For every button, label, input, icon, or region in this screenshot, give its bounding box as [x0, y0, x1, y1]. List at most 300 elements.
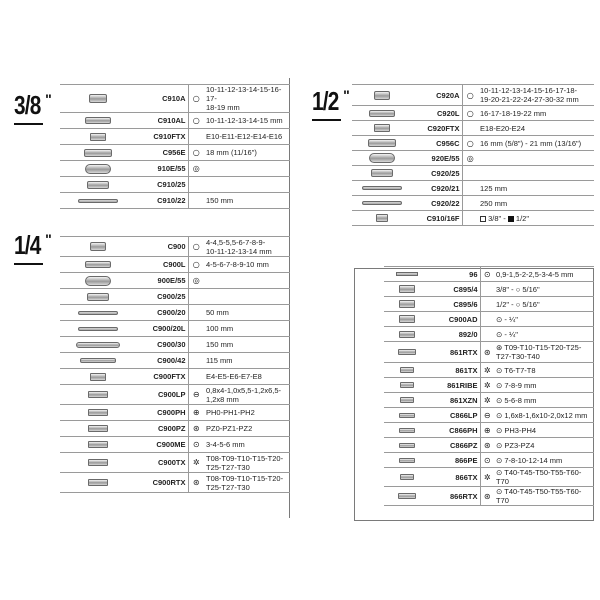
- universal-joint-icon: [87, 181, 109, 189]
- size-description: [478, 106, 594, 121]
- profile-symbol-icon: [188, 305, 204, 321]
- profile-symbol: ⊛: [483, 440, 491, 450]
- profile-symbol-icon: [188, 257, 204, 273]
- part-code: C900/42: [136, 353, 188, 369]
- table-row: [60, 113, 290, 129]
- profile-symbol-icon: [462, 181, 478, 196]
- profile-symbol: ○: [466, 138, 474, 148]
- extension-bar-icon: [78, 311, 118, 315]
- table-row: [352, 136, 594, 151]
- part-code: C920FTX: [412, 121, 462, 136]
- ratchet-icon: [85, 276, 111, 286]
- part-code: C910AL: [136, 113, 188, 129]
- socket-icon: [374, 91, 390, 100]
- profile-symbol-icon: [480, 312, 494, 327]
- table-row: [60, 161, 290, 177]
- size-description: [204, 337, 290, 353]
- part-code: 861TX: [430, 363, 480, 378]
- size-description: [494, 408, 594, 423]
- tool-image-cell: [352, 211, 412, 226]
- tool-image-cell: [60, 85, 136, 113]
- profile-symbol: ○: [192, 148, 200, 157]
- table-row: [352, 106, 594, 121]
- description-text: ⊙ PH3-PH4: [496, 425, 537, 435]
- part-code: C956C: [412, 136, 462, 151]
- size-description: [204, 353, 290, 369]
- tool-image-cell: [352, 166, 412, 181]
- part-code: 861XZN: [430, 393, 480, 408]
- tamper-torx-bit-icon: [398, 349, 416, 355]
- profile-symbol-icon: [188, 337, 204, 353]
- size-description: [204, 437, 290, 453]
- table-3-8: [60, 84, 290, 209]
- profile-symbol: ✲: [483, 472, 491, 482]
- tool-image-cell: [60, 421, 136, 437]
- part-code: C900: [136, 237, 188, 257]
- part-code: C900FTX: [136, 369, 188, 385]
- part-code: C900PH: [136, 405, 188, 421]
- description-text: ⊙ 1,6x8-1,6x10-2,0x12 mm: [496, 410, 588, 420]
- part-code: C900AD: [430, 312, 480, 327]
- size-description: [494, 453, 594, 468]
- pozidriv-bit-icon: [399, 443, 415, 448]
- profile-symbol-icon: [188, 353, 204, 369]
- tool-image-cell: [352, 106, 412, 121]
- profile-symbol-icon: [188, 421, 204, 437]
- profile-symbol-icon: [480, 438, 494, 453]
- tool-image-cell: [60, 257, 136, 273]
- part-code: C920A: [412, 85, 462, 106]
- profile-symbol-icon: [480, 342, 494, 363]
- profile-symbol: ✲: [483, 380, 491, 390]
- table-row: [384, 453, 594, 468]
- ratchet-icon: [369, 153, 395, 163]
- part-code: C900/20L: [136, 321, 188, 337]
- table-row: [384, 487, 594, 506]
- torx-socket-icon: [90, 133, 106, 141]
- description-text: 150 mm: [206, 196, 234, 205]
- table-row: [384, 363, 594, 378]
- table-bits: [384, 266, 594, 506]
- profile-symbol-icon: [462, 106, 478, 121]
- description-text: 18 mm (11/16"): [206, 148, 257, 157]
- phillips-bit-socket-icon: [88, 409, 108, 416]
- extension-bar-icon: [362, 201, 402, 205]
- extension-bar-icon: [362, 186, 402, 190]
- table-row: [60, 289, 290, 305]
- part-code: 866PE: [430, 453, 480, 468]
- part-code: 861RIBE: [430, 378, 480, 393]
- table-row: [60, 369, 290, 385]
- description-text: ⊙ 5-6-8 mm: [496, 395, 537, 405]
- profile-symbol-icon: [462, 121, 478, 136]
- spark-plug-socket-icon: [368, 139, 396, 147]
- sliding-tbar-icon: [80, 358, 116, 363]
- profile-symbol-icon: [188, 193, 204, 209]
- profile-symbol: ⊙: [192, 440, 200, 449]
- table-row: [352, 85, 594, 106]
- size-description: [204, 305, 290, 321]
- profile-symbol-icon: [188, 129, 204, 145]
- profile-symbol-icon: [462, 85, 478, 106]
- tool-image-cell: [60, 473, 136, 493]
- profile-symbol-icon: [480, 487, 494, 506]
- profile-symbol: ⊙: [483, 455, 491, 465]
- part-code: 900E/55: [136, 273, 188, 289]
- deep-socket-icon: [89, 94, 107, 103]
- profile-symbol-icon: [480, 453, 494, 468]
- hex-bit-socket-icon: [88, 441, 108, 448]
- tool-image-cell: [384, 468, 430, 487]
- inch-mark: ": [45, 231, 51, 247]
- size-description: [494, 438, 594, 453]
- part-code: C900/30: [136, 337, 188, 353]
- tool-image-cell: [384, 267, 430, 282]
- tamper-torx-bit-icon: [398, 493, 416, 499]
- size-description: [494, 378, 594, 393]
- profile-symbol: ◎: [192, 276, 200, 285]
- part-code: C866PZ: [430, 438, 480, 453]
- profile-symbol: ⊕: [192, 408, 200, 417]
- description-text: 10-11-12-13-14-15 mm: [206, 116, 283, 125]
- size-description: [478, 151, 594, 166]
- part-code: C910FTX: [136, 129, 188, 145]
- profile-symbol: ○: [192, 116, 200, 125]
- profile-symbol: ◎: [466, 153, 474, 163]
- slotted-bit-icon: [399, 413, 415, 418]
- part-code: C900ME: [136, 437, 188, 453]
- part-code: 910E/55: [136, 161, 188, 177]
- table-row: [60, 177, 290, 193]
- extension-bar-icon: [78, 327, 118, 331]
- description-text: E18-E20-E24: [480, 123, 526, 133]
- slotted-bit-socket-icon: [88, 391, 108, 398]
- part-code: C910/16F: [412, 211, 462, 226]
- torx-bit-socket-icon: [88, 459, 108, 466]
- tool-image-cell: [384, 327, 430, 342]
- description-text: 115 mm: [206, 356, 233, 365]
- size-description: [494, 423, 594, 438]
- profile-symbol-icon: [462, 166, 478, 181]
- profile-symbol-icon: [480, 393, 494, 408]
- profile-symbol-icon: [188, 385, 204, 405]
- profile-symbol-icon: [188, 473, 204, 493]
- profile-symbol-icon: [188, 161, 204, 177]
- profile-symbol-icon: [188, 85, 204, 113]
- tool-image-cell: [60, 289, 136, 305]
- size-description: [494, 393, 594, 408]
- description-text: E4-E5-E6-E7-E8: [206, 372, 262, 381]
- size-description: [204, 145, 290, 161]
- tool-image-cell: [60, 193, 136, 209]
- section-label-text: 1/2: [312, 86, 339, 116]
- section-underline: [312, 119, 341, 121]
- size-description: [478, 166, 594, 181]
- size-description: [204, 273, 290, 289]
- part-code: C910/22: [136, 193, 188, 209]
- size-description: [478, 136, 594, 151]
- part-code: C895/6: [430, 297, 480, 312]
- profile-symbol-icon: [188, 405, 204, 421]
- profile-symbol: ⊛: [192, 424, 200, 433]
- inch-mark: ": [45, 91, 51, 107]
- profile-symbol: ✲: [192, 458, 200, 467]
- table-row: [60, 257, 290, 273]
- profile-symbol-icon: [188, 437, 204, 453]
- profile-symbol: ○: [466, 90, 474, 100]
- size-description: [478, 181, 594, 196]
- profile-symbol: ⊛: [192, 478, 200, 487]
- description-text: 4-5-6-7-8-9-10 mm: [206, 260, 269, 269]
- tool-image-cell: [384, 393, 430, 408]
- description-text: 150 mm: [206, 340, 234, 349]
- size-description: [204, 177, 290, 193]
- table-row: [352, 196, 594, 211]
- long-socket-icon: [369, 110, 395, 117]
- table-row: [60, 421, 290, 437]
- description-text: 125 mm: [480, 183, 508, 193]
- table-row: [352, 211, 594, 226]
- table-row: [384, 423, 594, 438]
- description-text: T08-T09-T10-T15-T20- T25-T27-T30: [206, 453, 284, 472]
- table-row: [384, 438, 594, 453]
- bit-adapter-icon: [399, 315, 415, 323]
- table-row: [60, 145, 290, 161]
- description-text: 3/8" - ○ 5/16": [496, 284, 540, 294]
- tool-image-cell: [352, 181, 412, 196]
- tool-image-cell: [60, 113, 136, 129]
- part-code: 96: [430, 267, 480, 282]
- part-code: C910/25: [136, 177, 188, 193]
- size-description: [204, 421, 290, 437]
- hex-bit-icon: [399, 458, 415, 463]
- adapter-icon: [376, 214, 388, 222]
- profile-symbol-icon: [480, 267, 494, 282]
- table-1-2: [352, 84, 594, 226]
- description-text: ⊙ 7-8-10-12-14 mm: [496, 455, 563, 465]
- table-row: [60, 453, 290, 473]
- description-text: 16-17-18-19-22 mm: [480, 108, 547, 118]
- part-code: C866PH: [430, 423, 480, 438]
- table-row: [60, 385, 290, 405]
- profile-symbol-icon: [188, 237, 204, 257]
- tool-image-cell: [60, 453, 136, 473]
- description-text: ⊙ T40-T45-T50-T55-T60-T70: [496, 487, 582, 505]
- description-text: T08-T09-T10-T15-T20- T25-T27-T30: [206, 473, 284, 492]
- table-row: [60, 85, 290, 113]
- table-row: [352, 151, 594, 166]
- description-text: 4-4,5-5,5-6-7-8-9- 10-11-12-13-14 mm: [206, 237, 272, 256]
- size-description: [494, 267, 594, 282]
- size-description: [494, 297, 594, 312]
- part-code: C920L: [412, 106, 462, 121]
- size-description: [204, 113, 290, 129]
- size-description: [204, 129, 290, 145]
- profile-symbol-icon: [462, 196, 478, 211]
- table-row: [384, 282, 594, 297]
- description-text: 10-11-12-13-14-15-16-17- 18-19 mm: [206, 85, 282, 112]
- size-description: [204, 161, 290, 177]
- tool-image-cell: [60, 305, 136, 321]
- description-text: ⊙ T6-T7-T8: [496, 365, 536, 375]
- tool-image-cell: [60, 385, 136, 405]
- xzn-bit-icon: [400, 397, 414, 403]
- tool-image-cell: [384, 297, 430, 312]
- bit-holder-icon: [399, 331, 415, 338]
- profile-symbol-icon: [188, 113, 204, 129]
- size-description: [204, 289, 290, 305]
- profile-symbol: ⊛: [483, 347, 491, 357]
- long-socket-icon: [85, 261, 111, 268]
- table-row: [60, 337, 290, 353]
- size-description: [204, 405, 290, 421]
- description-text: 100 mm: [206, 324, 234, 333]
- size-description: [494, 282, 594, 297]
- size-description: [204, 385, 290, 405]
- table-row: [384, 378, 594, 393]
- profile-symbol: ✲: [483, 365, 491, 375]
- description-text: PH0-PH1-PH2: [206, 408, 255, 417]
- tool-image-cell: [60, 177, 136, 193]
- torx-bit-icon: [400, 474, 414, 480]
- part-code: 861RTX: [430, 342, 480, 363]
- part-code: C900RTX: [136, 473, 188, 493]
- table-row: [352, 121, 594, 136]
- tool-image-cell: [352, 196, 412, 211]
- part-code: 892/0: [430, 327, 480, 342]
- profile-symbol-icon: [462, 151, 478, 166]
- profile-symbol-icon: [480, 378, 494, 393]
- bit-adapter-icon: [399, 300, 415, 308]
- tool-image-cell: [352, 151, 412, 166]
- profile-symbol: ◎: [192, 164, 200, 173]
- profile-symbol-icon: [480, 408, 494, 423]
- table-row: [60, 273, 290, 289]
- table-row: [384, 342, 594, 363]
- size-description: [204, 473, 290, 493]
- long-socket-icon: [85, 117, 111, 124]
- profile-symbol: ○: [466, 108, 474, 118]
- torx-bit-icon: [400, 367, 414, 373]
- tool-image-cell: [384, 378, 430, 393]
- profile-symbol: ⊛: [483, 491, 491, 501]
- profile-symbol: ⊕: [483, 425, 491, 435]
- description-text: 250 mm: [480, 198, 508, 208]
- part-code: 920E/55: [412, 151, 462, 166]
- profile-symbol-icon: [480, 282, 494, 297]
- torx-socket-icon: [374, 124, 390, 132]
- tool-image-cell: [384, 363, 430, 378]
- profile-symbol-icon: [188, 177, 204, 193]
- screwdriver-handle-icon: [76, 342, 120, 348]
- description-text: ⊙ 7-8-9 mm: [496, 380, 537, 390]
- table-row: [384, 267, 594, 282]
- size-description: [204, 321, 290, 337]
- description-text: 50 mm: [206, 308, 229, 317]
- part-code: C910A: [136, 85, 188, 113]
- description-text: 16 mm (5/8") - 21 mm (13/16"): [480, 138, 582, 148]
- table-row: [60, 473, 290, 493]
- ribe-bit-icon: [400, 382, 414, 388]
- part-code: C900LP: [136, 385, 188, 405]
- tool-image-cell: [384, 282, 430, 297]
- part-code: C866LP: [430, 408, 480, 423]
- description-text: 3-4-5-6 mm: [206, 440, 245, 449]
- part-code: C900PZ: [136, 421, 188, 437]
- torx-socket-icon: [90, 373, 106, 381]
- profile-symbol-icon: [188, 321, 204, 337]
- table-row: [60, 353, 290, 369]
- tool-image-cell: [60, 405, 136, 421]
- table-row: [60, 237, 290, 257]
- profile-symbol-icon: [480, 297, 494, 312]
- tool-image-cell: [384, 453, 430, 468]
- size-description: [204, 257, 290, 273]
- description-text: ⊙ T40-T45-T50-T55-T60-T70: [496, 468, 582, 486]
- profile-symbol-icon: [188, 273, 204, 289]
- part-code: 866TX: [430, 468, 480, 487]
- table-row: [384, 393, 594, 408]
- profile-symbol-icon: [480, 363, 494, 378]
- size-description: [204, 85, 290, 113]
- part-code: C956E: [136, 145, 188, 161]
- table-row: [384, 312, 594, 327]
- phillips-bit-icon: [399, 428, 415, 433]
- tool-image-cell: [384, 423, 430, 438]
- tool-image-cell: [384, 408, 430, 423]
- profile-symbol: ○: [192, 242, 200, 251]
- size-description: [494, 327, 594, 342]
- part-code: 866RTX: [430, 487, 480, 506]
- tool-image-cell: [384, 438, 430, 453]
- bit-adapter-icon: [399, 285, 415, 293]
- part-code: C920/25: [412, 166, 462, 181]
- section-label-text: 1/4: [14, 230, 41, 260]
- tool-image-cell: [60, 437, 136, 453]
- socket-icon: [90, 242, 106, 251]
- part-code: C895/4: [430, 282, 480, 297]
- spark-plug-socket-icon: [84, 149, 112, 157]
- part-code: C900/25: [136, 289, 188, 305]
- part-code: C920/21: [412, 181, 462, 196]
- part-code: C900L: [136, 257, 188, 273]
- profile-symbol: ⊖: [483, 410, 491, 420]
- tool-image-cell: [60, 353, 136, 369]
- tool-image-cell: [60, 321, 136, 337]
- profile-symbol-icon: [462, 211, 478, 226]
- profile-symbol-icon: [188, 369, 204, 385]
- tool-image-cell: [60, 337, 136, 353]
- tamper-torx-bit-socket-icon: [88, 479, 108, 486]
- profile-symbol-icon: [188, 145, 204, 161]
- inch-mark: ": [343, 87, 349, 103]
- description-text: E10-E11-E12-E14-E16: [206, 132, 283, 141]
- tool-image-cell: [352, 85, 412, 106]
- size-description: [204, 369, 290, 385]
- tool-image-cell: [60, 145, 136, 161]
- section-label-1-2: [312, 88, 349, 114]
- drive-size-from: 3/8" -: [486, 213, 508, 223]
- pozidriv-bit-socket-icon: [88, 425, 108, 432]
- profile-symbol-icon: [480, 423, 494, 438]
- table-row: [384, 327, 594, 342]
- table-row: [352, 181, 594, 196]
- table-row: [384, 297, 594, 312]
- tool-image-cell: [384, 342, 430, 363]
- size-description: [478, 196, 594, 211]
- table-row: [60, 193, 290, 209]
- ratchet-icon: [85, 164, 111, 174]
